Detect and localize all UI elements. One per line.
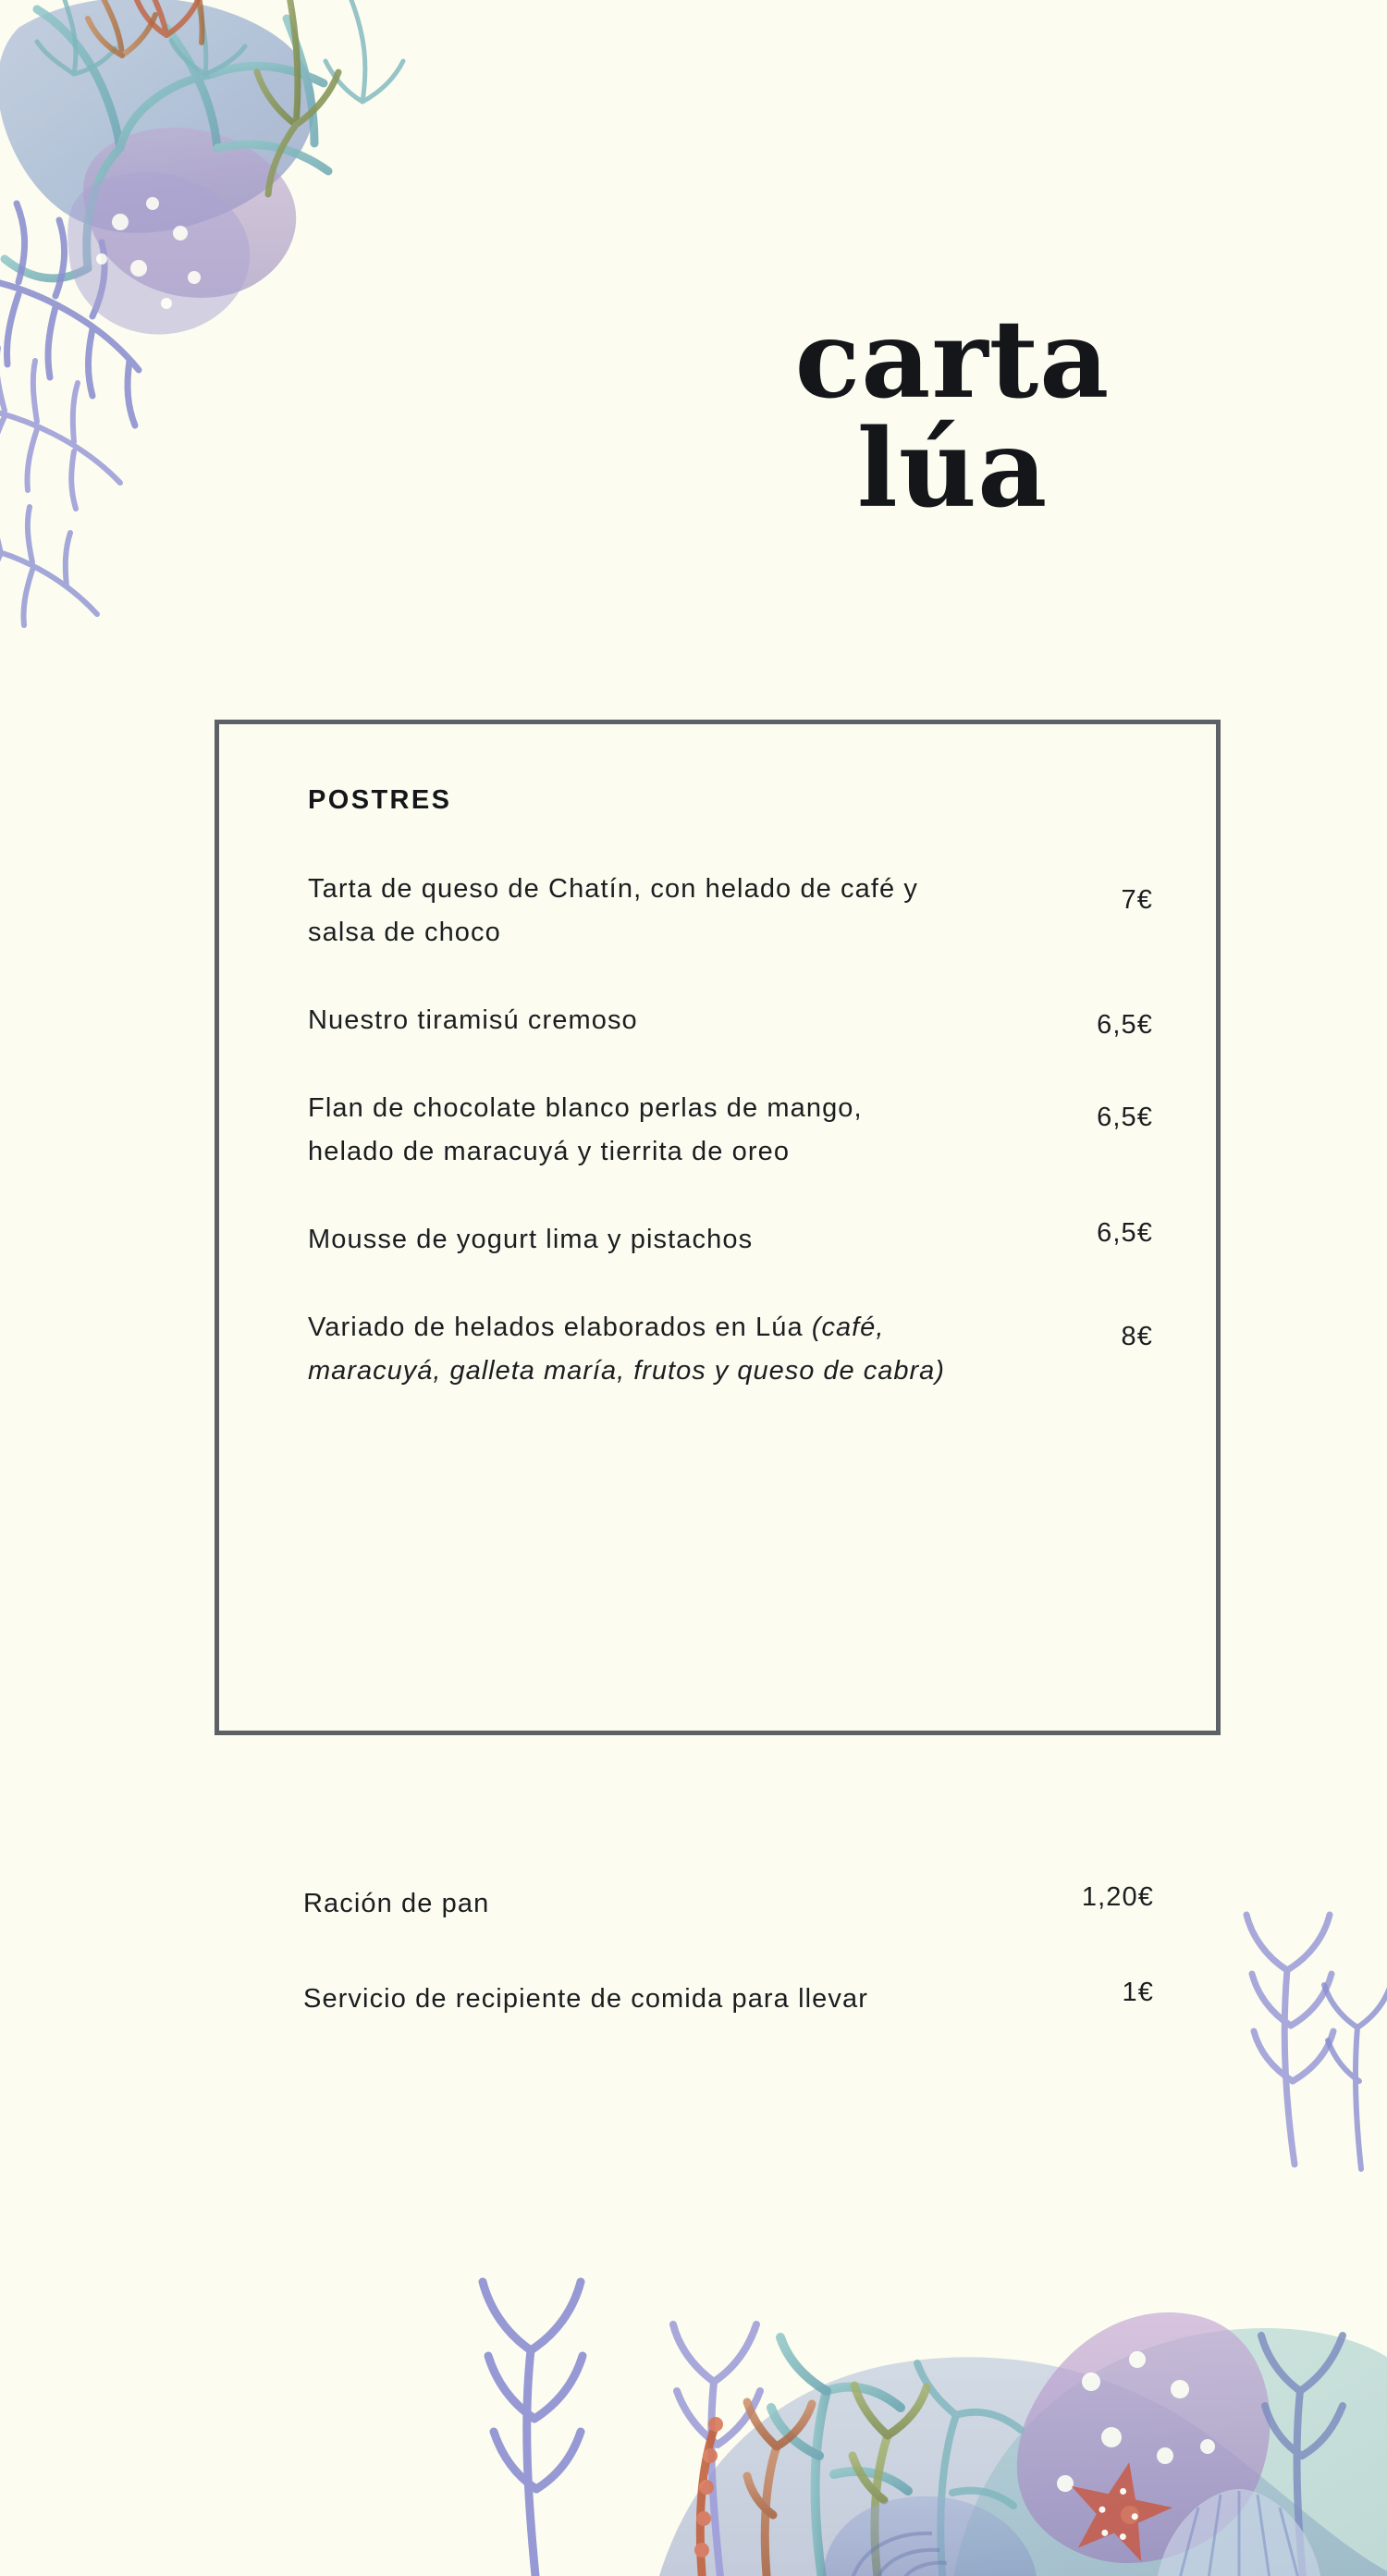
title-line-carta: carta bbox=[794, 297, 1111, 423]
menu-item-name: Mousse de yogurt lima y pistachos bbox=[308, 1224, 754, 1254]
menu-item bbox=[308, 868, 1153, 955]
menu-item-name: Tarta de queso de Chatín, con helado de café y salsa de choco bbox=[308, 874, 919, 947]
title-line-lua: lúa bbox=[856, 406, 1049, 533]
coral-illustration-top-left bbox=[0, 0, 629, 805]
menu-item bbox=[308, 1087, 1153, 1174]
menu-item-name bbox=[308, 1306, 955, 1393]
menu-item bbox=[308, 1306, 1153, 1393]
section-title-postres: POSTRES bbox=[308, 785, 452, 815]
menu-item-name-detail: (café, maracuyá, galleta maría, frutos y queso de cabra) bbox=[308, 1312, 945, 1386]
menu-title bbox=[666, 297, 1239, 533]
extras-item-name: Servicio de recipiente de comida para llevar bbox=[303, 1983, 868, 2014]
extras-item bbox=[303, 1978, 1154, 2021]
desserts-section-content bbox=[219, 724, 1216, 1393]
menu-item-price: 6,5€ bbox=[1097, 1102, 1153, 1132]
extras-section bbox=[303, 1882, 1154, 2073]
extras-item-price: 1€ bbox=[1122, 1977, 1154, 2007]
menu-item-price: 8€ bbox=[1121, 1321, 1153, 1351]
extras-item-price: 1,20€ bbox=[1081, 1882, 1154, 1912]
menu-item bbox=[308, 999, 1153, 1042]
menu-item-price: 6,5€ bbox=[1097, 1217, 1153, 1248]
extras-item-name: Ración de pan bbox=[303, 1889, 490, 1918]
menu-item-name-main: Variado de helados elaborados en Lúa bbox=[308, 1312, 812, 1342]
extras-item bbox=[303, 1882, 1154, 1926]
menu-item-price: 6,5€ bbox=[1097, 1009, 1153, 1040]
desserts-section-frame bbox=[215, 720, 1221, 1735]
coral-illustration-right-middle bbox=[1119, 1785, 1387, 2174]
menu-item bbox=[308, 1218, 1153, 1262]
menu-item-name: Nuestro tiramisú cremoso bbox=[308, 1005, 638, 1035]
menu-item-name: Flan de chocolate blanco perlas de mango, helado de maracuyá y tierrita de oreo bbox=[308, 1092, 863, 1166]
menu-item-price: 7€ bbox=[1121, 884, 1153, 915]
